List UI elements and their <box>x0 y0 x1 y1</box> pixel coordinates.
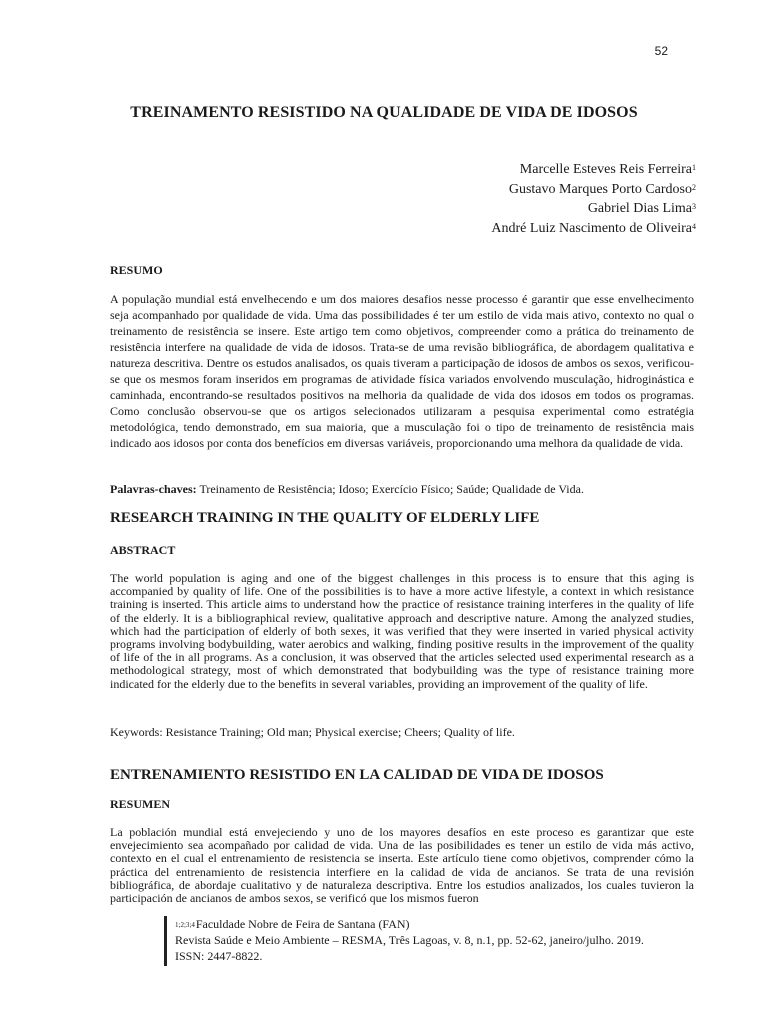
author-entry <box>491 199 696 219</box>
author-entry <box>491 219 696 239</box>
abstract-body: The world population is aging and one of the biggest challenges in this process is to ensure that this aging is accompanied by quality of life. One of the possibilities is to have a more active lifestyle, a context in which resistance training is inserted. This article aims to understand how the practice of resistance training interferes in the quality of life of the elderly. It is a bibliographical review, qualitative approach and descriptive nature. Among the analyzed studies, which had the participation of elderly of both sexes, it was verified that they were inserted in varied physical activity programs involving bodybuilding, water aerobics and walking, finding positive results in the improvement of the quality of life of the in all programs. As a conclusion, it was observed that the articles selected used experimental research as a methodological strategy, most of which demonstrated that bodybuilding was the type of resistance training more indicated for the elderly due to the benefits in several variables, providing an improvement of the quality of life. <box>110 571 694 691</box>
abstract-heading: ABSTRACT <box>110 543 176 557</box>
author-entry <box>491 180 696 200</box>
resumen-body: La población mundial está envejeciendo y uno de los mayores desafíos en este proceso es garantizar que este envejecimiento sea acompañado por calidad de vida. Una de las posibilidades es tener un estilo de vida más activo, contexto en el cual el entrenamiento de resistencia se inserta. Este artículo tiene como objetivos, comprender cómo la práctica del entrenamiento de resistencia interfiere en la calidad de vida de ancianos. Se trata de una revisión bibliográfica, de abordaje cualitativo y de naturaleza descriptiva. Entre los estudios analizados, los cuales tuvieron la participación de ancianos de ambos sexos, se verificó que los mismos fueron <box>110 825 694 906</box>
footer-issn: ISSN: 2447-8822. <box>175 949 263 963</box>
footer-journal: Revista Saúde e Meio Ambiente – RESMA, Três Lagoas, v. 8, n.1, pp. 52-62, janeiro/julho. 2019. <box>175 933 644 947</box>
author-name: Gabriel Dias Lima <box>587 201 692 216</box>
pt-keywords-text: Treinamento de Resistência; Idoso; Exercício Físico; Saúde; Qualidade de Vida. <box>196 482 584 496</box>
author-list <box>491 160 696 238</box>
author-name: Marcelle Esteves Reis Ferreira <box>519 162 692 177</box>
footer-institution: Faculdade Nobre de Feira de Santana (FAN) <box>195 917 410 931</box>
article-title: TREINAMENTO RESISTIDO NA QUALIDADE DE VIDA DE IDOSOS <box>130 104 638 121</box>
english-title: RESEARCH TRAINING IN THE QUALITY OF ELDERLY LIFE <box>110 510 540 526</box>
pt-keywords-label: Palavras-chaves: <box>110 482 197 496</box>
page-number: 52 <box>654 44 668 58</box>
author-affiliation-mark: 2 <box>692 182 696 192</box>
spanish-title: ENTRENAMIENTO RESISTIDO EN LA CALIDAD DE VIDA DE IDOSOS <box>110 767 604 783</box>
author-affiliation-mark: 3 <box>692 202 696 211</box>
resumo-heading: RESUMO <box>110 263 163 277</box>
author-entry <box>491 160 696 180</box>
footer-affiliation-mark: 1;2;3;4 <box>175 921 195 929</box>
author-name: André Luiz Nascimento de Oliveira <box>491 220 692 236</box>
pt-keywords <box>110 482 584 497</box>
author-affiliation-mark: 1 <box>692 163 696 172</box>
en-keywords: Keywords: Resistance Training; Old man; Physical exercise; Cheers; Quality of life. <box>110 725 515 739</box>
footer-institution-line <box>175 916 695 932</box>
author-affiliation-mark: 4 <box>692 221 696 231</box>
resumo-body: A população mundial está envelhecendo e um dos maiores desafios nesse processo é garantir que esse envelhecimento seja acompanhado por qualidade de vida. Uma das possibilidades é ter um estilo de vida mais ativo, contexto no qual o treinamento de resistência se insere. Este artigo tem como objetivos, compreender como a prática do treinamento de resistência interfere na qualidade de vida de idosos. Trata-se de uma revisão bibliográfica, de abordagem qualitativa e natureza descritiva. Dentre os estudos analisados, os quais tiveram a participação de idosos de ambos os sexos, verificou-se que os mesmos foram inseridos em programas de atividade física variados envolvendo musculação, hidroginástica e caminhada, encontrando-se resultados positivos na melhoria da qualidade de vida dos idosos em todos os programas. Como conclusão observou-se que os artigos selecionados utilizaram a pesquisa experimental como estratégia metodológica, tendo demonstrado, em sua maioria, que a musculação foi o tipo de treinamento de resistência mais indicado aos idosos por conta dos benefícios em diversas variáveis, proporcionando uma melhora da qualidade de vida. <box>110 292 694 450</box>
resumen-heading: RESUMEN <box>110 797 171 811</box>
footer-citation <box>164 916 695 966</box>
author-name: Gustavo Marques Porto Cardoso <box>508 181 692 197</box>
